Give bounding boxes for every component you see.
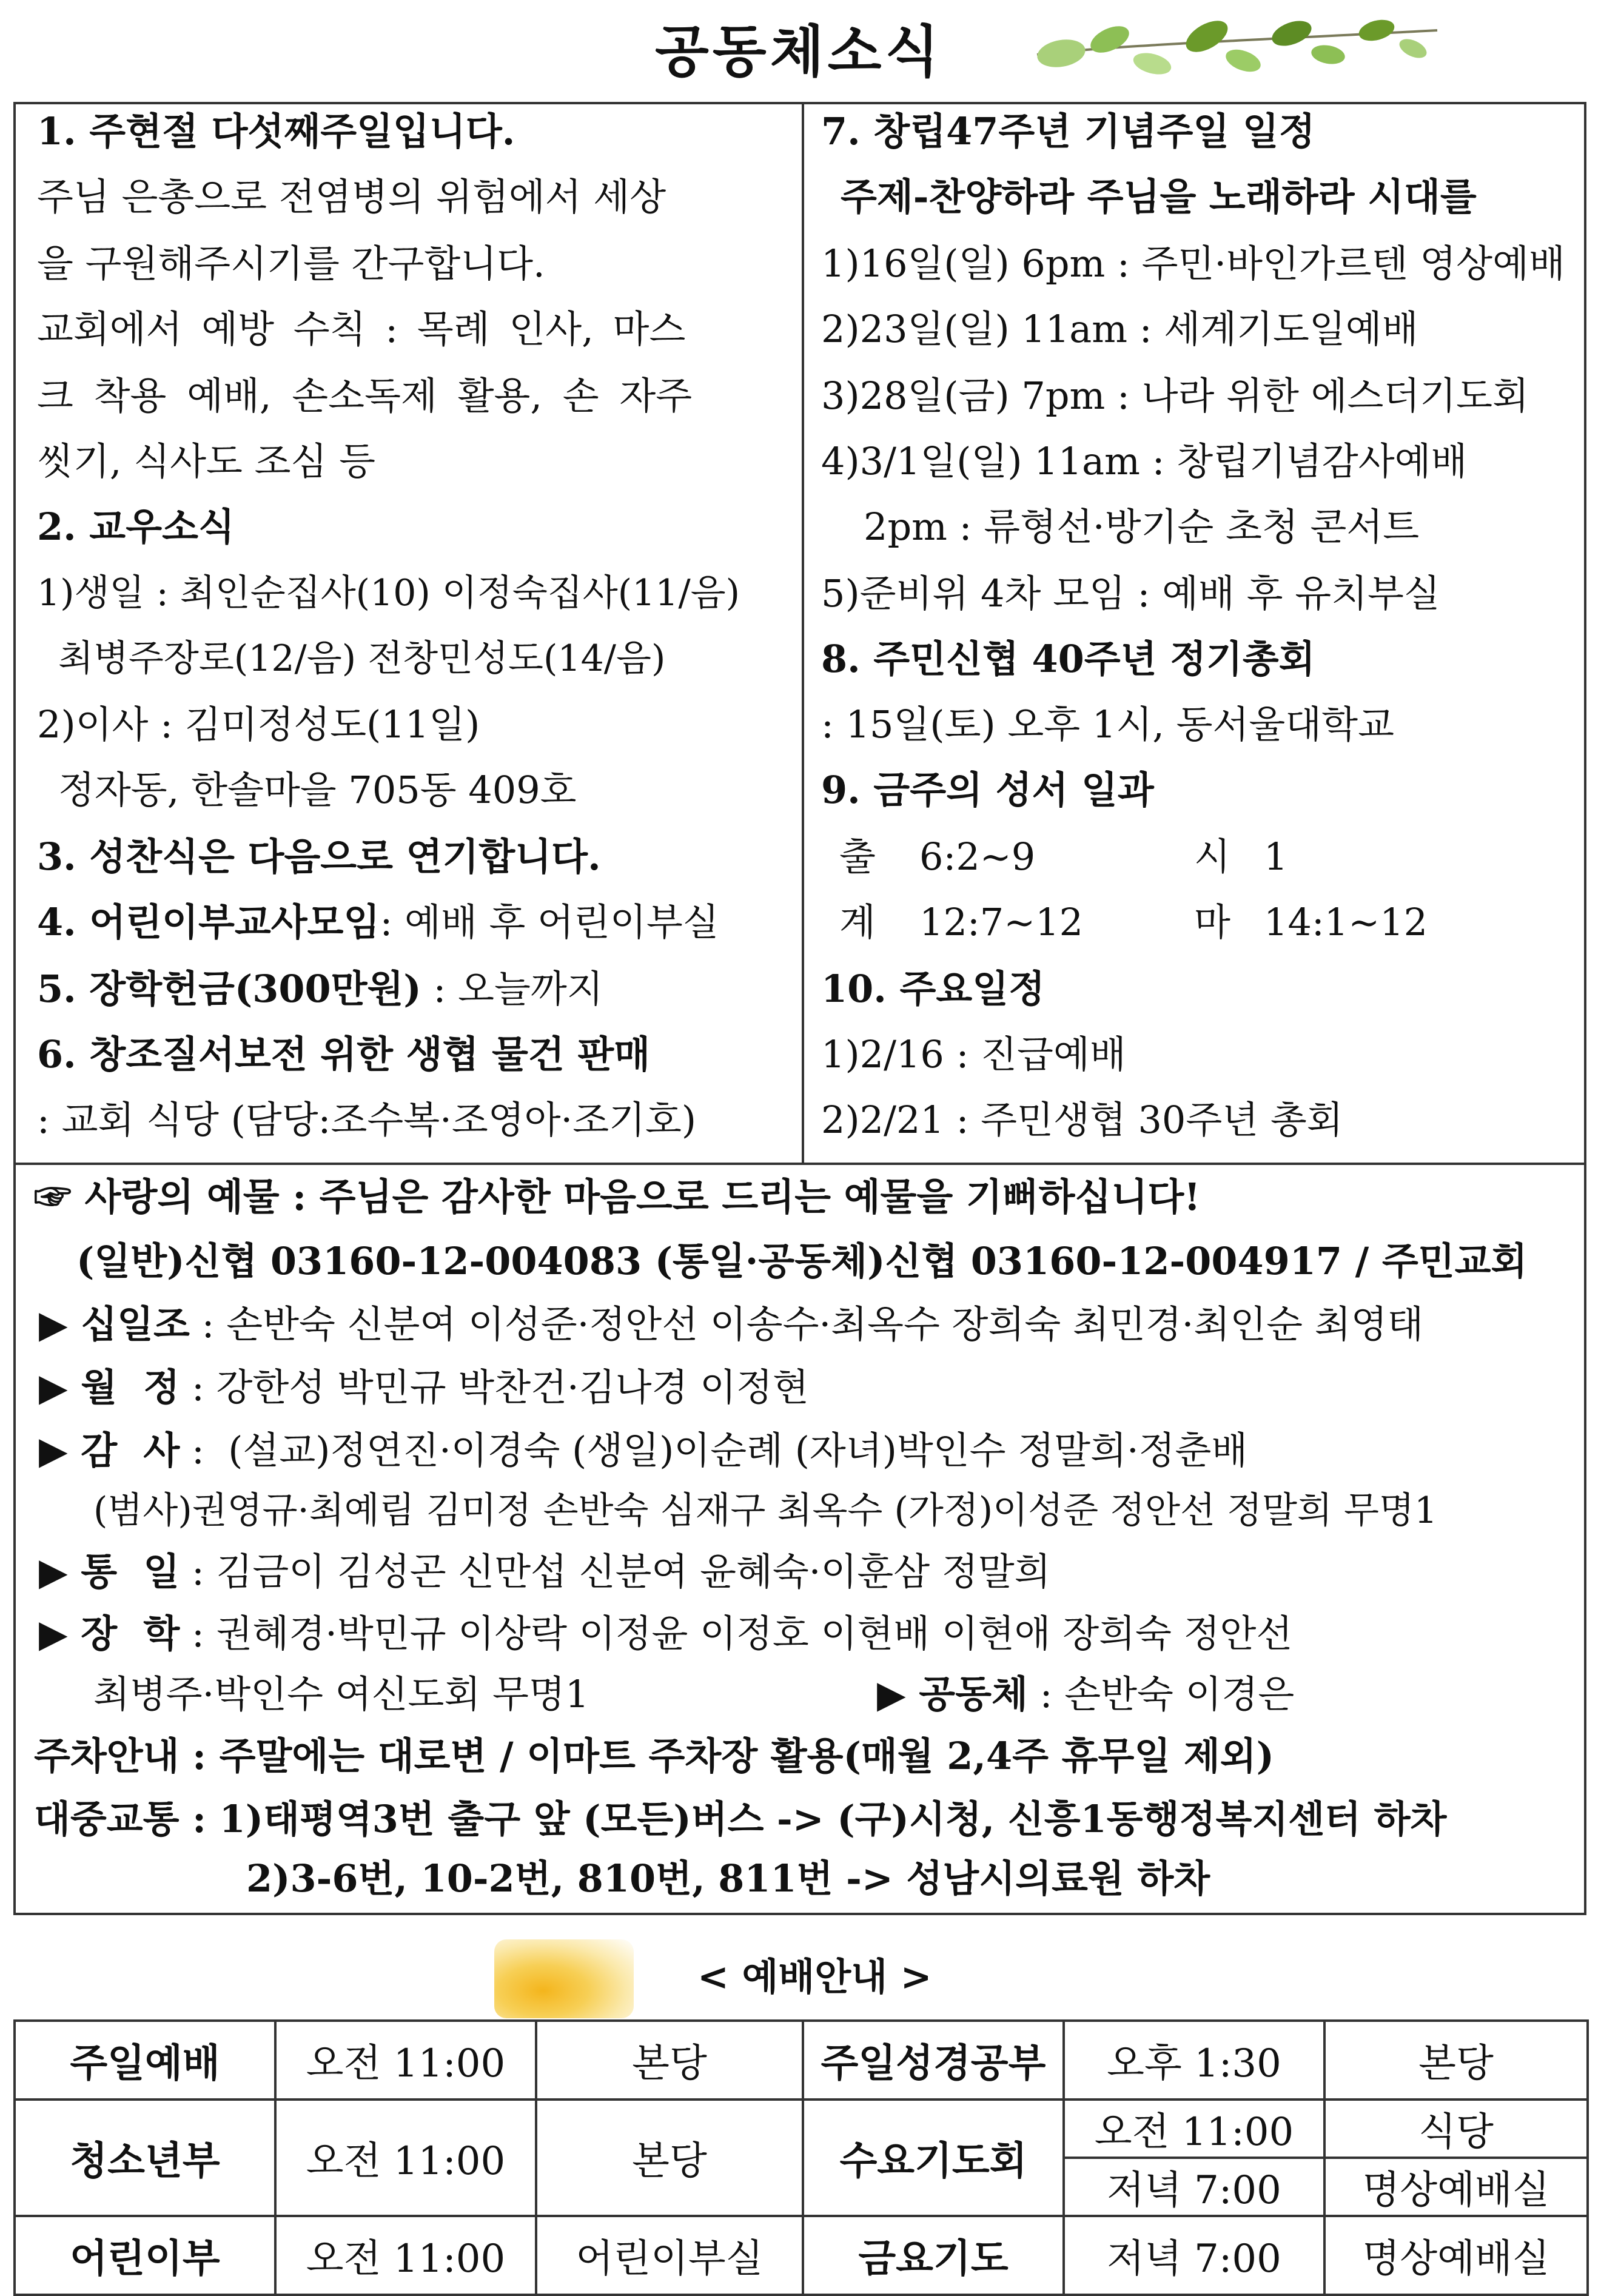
section-6-text: : 교회 식당 (담당:조수복·조영아·조기호) xyxy=(37,1098,697,1142)
section-7-line: 5)준비위 4차 모임 : 예배 후 유치부실 xyxy=(821,571,1440,616)
worship-header xyxy=(0,1928,1601,1999)
service-name: 주일성경공부 xyxy=(803,2021,1064,2100)
section-7-line: 1)16일(일) 6pm : 주민·바인가르텐 영상예배 xyxy=(821,241,1565,286)
section-5 xyxy=(37,967,603,1011)
offering-names: : (설교)정연진·이경숙 (생일)이순례 (자녀)박인수 정말희·정춘배 xyxy=(180,1428,1248,1472)
service-time: 오전 11:00 xyxy=(1064,2100,1324,2158)
offering-item xyxy=(39,1365,809,1409)
reading-book: 계 xyxy=(839,900,876,944)
worship-row xyxy=(15,2100,1588,2158)
worship-row xyxy=(15,2216,1588,2295)
transit-info-2: 2)3-6번, 10-2번, 810번, 811번 -> 성남시의료원 하차 xyxy=(246,1856,1210,1901)
service-name: 주일예배 xyxy=(15,2021,275,2100)
offering-label: ▶ 장 학 xyxy=(39,1611,180,1656)
reading-book: 시 xyxy=(1194,834,1230,879)
section-2-heading: 2. 교우소식 xyxy=(37,505,235,549)
service-place: 명상예배실 xyxy=(1324,2158,1588,2216)
offering-item xyxy=(93,1672,589,1716)
right-column xyxy=(804,104,1584,1163)
service-name: 수요기도회 xyxy=(803,2100,1064,2216)
section-7-line: 3)28일(금) 7pm : 나라 위한 에스더기도회 xyxy=(821,374,1529,418)
section-5-text: : 오늘까지 xyxy=(421,967,603,1011)
section-1-line: 을 구원해주시기를 간구합니다. xyxy=(37,241,545,286)
section-7-line: 2)23일(일) 11am : 세계기도일예배 xyxy=(821,307,1418,351)
offering-names: 최병주·박인수 여신도회 무명1 xyxy=(93,1672,589,1716)
worship-row xyxy=(15,2021,1588,2100)
offering-item xyxy=(39,1428,1248,1472)
service-name: 어린이부 xyxy=(15,2216,275,2295)
page-title: 공동체소식 xyxy=(655,19,943,84)
section-7-theme: 주제-찬양하라 주님을 노래하라 시대를 xyxy=(841,175,1477,219)
section-5-heading: 5. 장학헌금(300만원) xyxy=(37,967,421,1011)
reading-book: 출 xyxy=(839,834,876,879)
service-place: 어린이부실 xyxy=(536,2216,803,2295)
news-box xyxy=(13,102,1586,1915)
service-time: 오전 11:00 xyxy=(275,2216,536,2295)
service-place: 본당 xyxy=(536,2100,803,2216)
offering-label: ▶ 공동체 xyxy=(877,1672,1028,1716)
section-1-line: 씻기, 식사도 조심 등 xyxy=(37,439,375,483)
leaf-decoration-icon xyxy=(1025,12,1449,85)
section-3-heading: 3. 성찬식은 다음으로 연기합니다. xyxy=(37,834,601,879)
section-4-text: : 예배 후 어린이부실 xyxy=(380,900,719,944)
service-name: 청소년부 xyxy=(15,2100,275,2216)
offering-label: ▶ 월 정 xyxy=(39,1365,180,1409)
worship-title: < 예배안내 > xyxy=(697,1955,932,1999)
offering-item xyxy=(39,1302,1424,1346)
offering-item xyxy=(93,1489,1438,1532)
section-1-line: 주님 은총으로 전염병의 위험에서 세상 xyxy=(37,175,666,219)
service-place: 식당 xyxy=(1324,2100,1588,2158)
section-9-heading: 9. 금주의 성서 일과 xyxy=(821,768,1154,812)
section-7-line: 4)3/1일(일) 11am : 창립기념감사예배 xyxy=(821,439,1468,483)
service-time: 저녁 7:00 xyxy=(1064,2216,1324,2295)
sun-decoration-icon xyxy=(494,1939,634,2018)
section-10-line: 1)2/16 : 진급예배 xyxy=(821,1032,1126,1076)
service-name: 금요기도 xyxy=(803,2216,1064,2295)
section-4 xyxy=(37,900,719,944)
section-10-line: 2)2/21 : 주민생협 30주년 총회 xyxy=(821,1098,1343,1142)
worship-table xyxy=(13,2019,1589,2296)
service-time: 오전 11:00 xyxy=(275,2021,536,2100)
parking-info: 주차안내 : 주말에는 대로변 / 이마트 주차장 활용(매월 2,4주 휴무일 제외) xyxy=(34,1734,1274,1778)
section-7-line: 2pm : 류형선·방기순 초청 콘서트 xyxy=(864,505,1420,549)
section-1-line: 교회에서 예방 수칙 : 목례 인사, 마스 xyxy=(37,307,686,351)
service-place: 본당 xyxy=(1324,2021,1588,2100)
header xyxy=(0,0,1601,97)
bank-accounts: (일반)신협 03160-12-004083 (통일·공동체)신협 03160-12-004917 / 주민교회 xyxy=(76,1239,1528,1283)
offering-item xyxy=(39,1549,1051,1594)
section-8-heading: 8. 주민신협 40주년 정기총회 xyxy=(821,637,1315,681)
offering-label: ▶ 감 사 xyxy=(39,1428,180,1472)
section-2-line: 최병주장로(12/음) 전창민성도(14/음) xyxy=(58,637,666,680)
service-time: 저녁 7:00 xyxy=(1064,2158,1324,2216)
offering-community xyxy=(877,1672,1295,1716)
service-time: 오전 11:00 xyxy=(275,2100,536,2216)
offering-names: : 김금이 김성곤 신만섭 신분여 윤혜숙·이훈삼 정말희 xyxy=(180,1549,1051,1594)
reading-verse: 6:2~9 xyxy=(919,834,1036,879)
section-10-heading: 10. 주요일정 xyxy=(821,967,1046,1011)
section-1-heading: 1. 주현절 다섯째주일입니다. xyxy=(37,109,515,153)
section-6-heading: 6. 창조질서보전 위한 생협 물건 판매 xyxy=(37,1032,651,1076)
section-7-heading: 7. 창립47주년 기념주일 일정 xyxy=(821,109,1315,153)
offering-names: (범사)권영규·최예림 김미정 손반숙 심재구 최옥수 (가정)이성준 정안선 정말희 무명1 xyxy=(93,1489,1438,1532)
offering-names: : 권혜경·박민규 이상락 이정윤 이정호 이현배 이현애 장희숙 정안선 xyxy=(180,1611,1293,1656)
section-8-text: : 15일(토) 오후 1시, 동서울대학교 xyxy=(821,702,1394,747)
service-time: 오후 1:30 xyxy=(1064,2021,1324,2100)
reading-verse: 1 xyxy=(1264,834,1288,879)
offering-names: : 강한성 박민규 박찬건·김나경 이정현 xyxy=(180,1365,809,1409)
section-2-line: 2)이사 : 김미정성도(11일) xyxy=(37,702,480,747)
reading-verse: 12:7~12 xyxy=(919,900,1084,944)
service-place: 명상예배실 xyxy=(1324,2216,1588,2295)
reading-verse: 14:1~12 xyxy=(1264,900,1428,944)
section-2-line: 1)생일 : 최인순집사(10) 이정숙집사(11/음) xyxy=(37,572,740,614)
offering-label: ▶ 통 일 xyxy=(39,1549,180,1594)
offering-names: : 손반숙 이경은 xyxy=(1027,1672,1295,1716)
transit-info: 대중교통 : 1)태평역3번 출구 앞 (모든)버스 -> (구)시청, 신흥1동행정복지센터 하차 xyxy=(34,1797,1447,1841)
service-place: 본당 xyxy=(536,2021,803,2100)
offering-section xyxy=(16,1163,1584,1913)
offering-item xyxy=(39,1611,1293,1656)
section-1-line: 크 착용 예배, 손소독제 활용, 손 자주 xyxy=(37,374,693,418)
offering-title: ☞ 사랑의 예물 : 주님은 감사한 마음으로 드리는 예물을 기뻐하십니다! xyxy=(34,1175,1201,1219)
left-column xyxy=(16,104,804,1163)
section-4-heading: 4. 어린이부교사모임 xyxy=(37,900,380,944)
offering-label: ▶ 십일조 xyxy=(39,1302,190,1346)
offering-names: : 손반숙 신분여 이성준·정안선 이송수·최옥수 장희숙 최민경·최인순 최영태 xyxy=(189,1302,1424,1346)
reading-book: 마 xyxy=(1194,900,1230,944)
section-2-line: 정자동, 한솔마을 705동 409호 xyxy=(58,768,577,812)
